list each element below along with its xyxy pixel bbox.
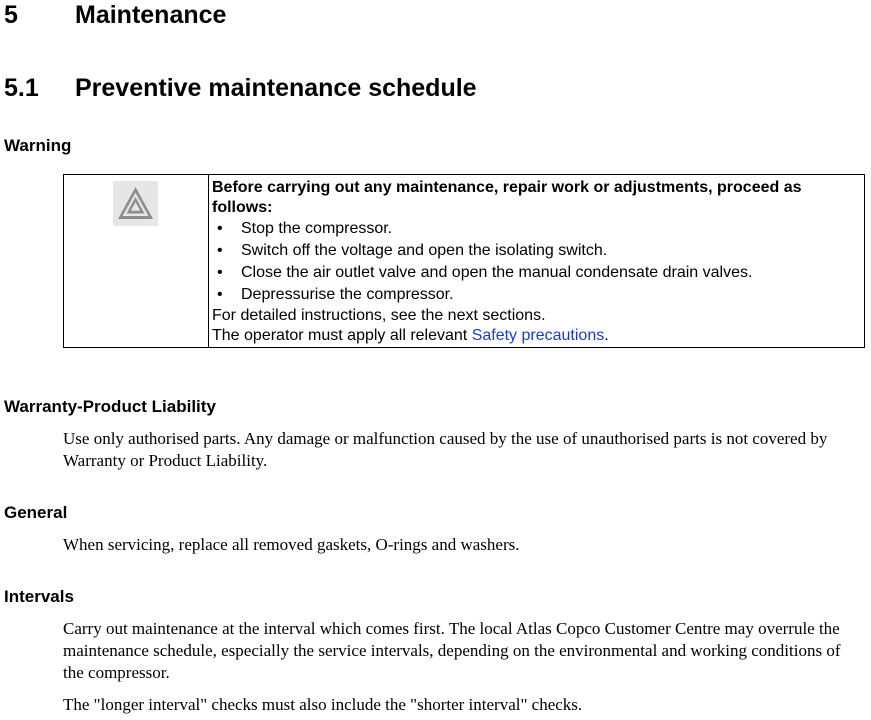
warning-step: • Switch off the voltage and open the isolating switch. (217, 242, 608, 259)
warning-lead: Before carrying out any maintenance, repair work or adjustments, proceed as follows: (212, 179, 802, 216)
warning-note: For detailed instructions, see the next sections. (212, 307, 546, 324)
intervals-text: Carry out maintenance at the interval which comes first. The local Atlas Copco Customer Centre may overrule the maintenance schedule, especially the service intervals, depending on the environmental and working conditions of the compressor. (63, 619, 841, 682)
chapter-number: 5 (4, 1, 18, 29)
warning-box-divider (208, 175, 209, 347)
warning-step: • Close the air outlet valve and open the manual condensate drain valves. (217, 264, 753, 281)
section-number: 5.1 (4, 74, 39, 102)
warning-content (212, 178, 857, 346)
warning-step: • Depressurise the compressor. (217, 286, 454, 303)
general-heading: General (4, 503, 68, 522)
general-text: When servicing, replace all removed gaskets, O-rings and washers. (63, 535, 520, 554)
operator-note: The operator must apply all relevant Safety precautions. (212, 327, 609, 344)
intervals-heading: Intervals (4, 587, 74, 606)
section-title: Preventive maintenance schedule (75, 74, 477, 102)
chapter-title: Maintenance (75, 1, 227, 29)
warning-step: • Stop the compressor. (217, 220, 393, 237)
section-heading (4, 74, 477, 103)
safety-precautions-link[interactable]: Safety precautions (471, 327, 605, 344)
intervals-text-2: The "longer interval" checks must also include the "shorter interval" checks. (63, 695, 583, 714)
warning-steps (212, 218, 857, 306)
warning-heading: Warning (4, 136, 72, 155)
chapter-heading (4, 1, 226, 30)
warning-triangle-icon (113, 181, 158, 226)
warning-box (63, 174, 865, 348)
warranty-heading: Warranty-Product Liability (4, 397, 216, 416)
warranty-text: Use only authorised parts. Any damage or malfunction caused by the use of unauthorised parts is not covered by Warranty or Product Liability. (63, 429, 828, 470)
